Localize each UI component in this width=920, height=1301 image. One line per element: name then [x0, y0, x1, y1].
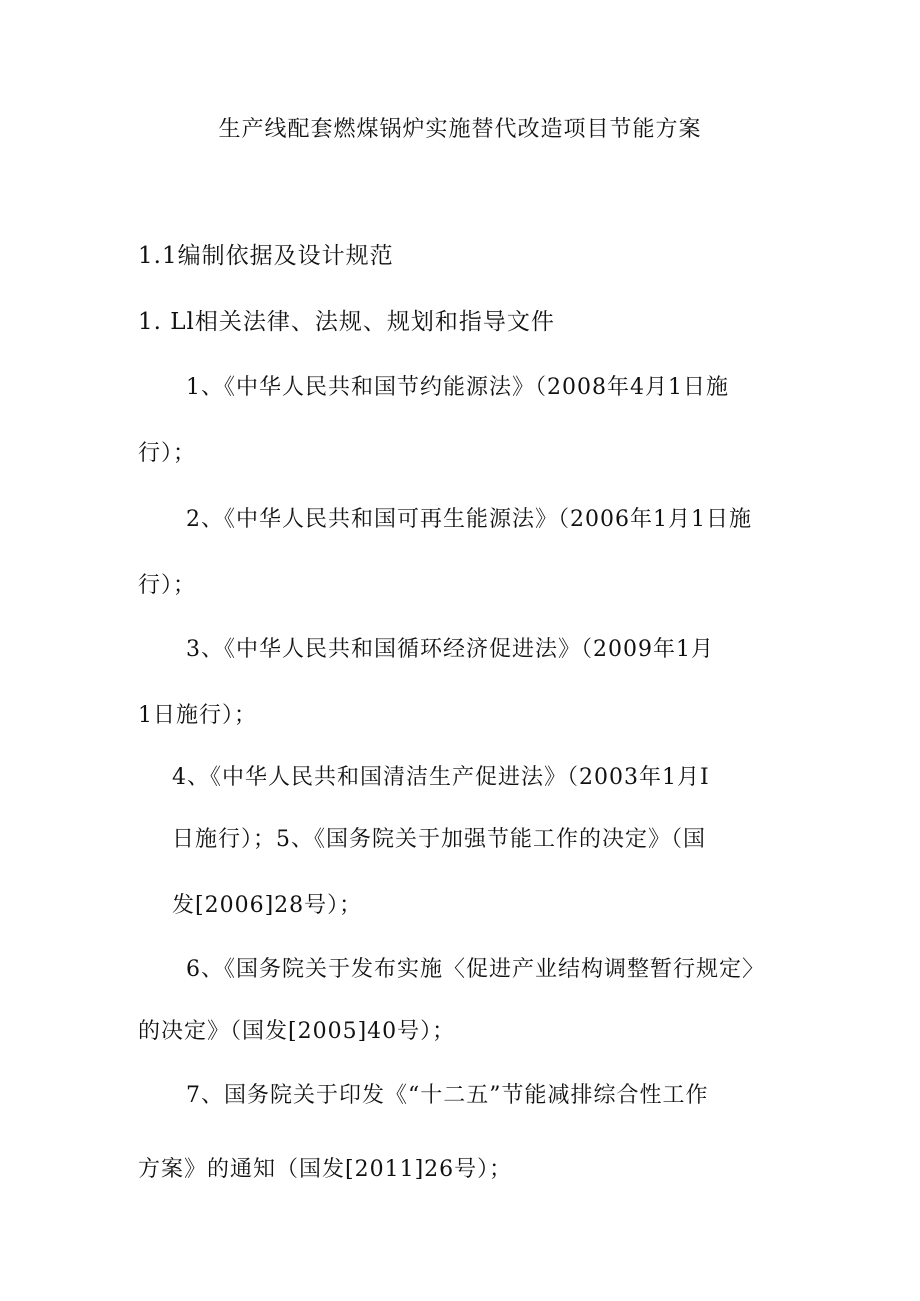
list-item-1-line-2: 行）；	[138, 441, 197, 466]
list-item-6-line-1: 6、《国务院关于发布实施〈促进产业结构调整暂行规定〉	[186, 957, 765, 982]
list-item-2-line-2: 行）；	[138, 573, 197, 598]
list-item-3-line-2: 1日施行）；	[138, 703, 257, 728]
list-item-7-line-2: 方案》的通知（国发[2011]26号）；	[138, 1157, 513, 1182]
list-item-4-line-1: 4、《中华人民共和国清洁生产促进法》（2003年1月I	[172, 765, 710, 790]
section-heading-1-1: 1.1编制依据及设计规范	[138, 243, 394, 269]
list-item-4-5-line: 日施行）；5、《国务院关于加强节能工作的决定》（国	[172, 827, 706, 852]
list-item-1-line-1: 1、《中华人民共和国节约能源法》（2008年4月1日施	[186, 375, 729, 400]
list-item-2-line-1: 2、《中华人民共和国可再生能源法》（2006年1月1日施	[186, 507, 752, 532]
list-item-5-line-2: 发[2006]28号）；	[172, 893, 363, 918]
section-heading-1-1-1: 1. Ll相关法律、法规、规划和指导文件	[138, 309, 555, 335]
list-item-3-line-1: 3、《中华人民共和国循环经济促进法》（2009年1月	[186, 637, 714, 662]
list-item-7-line-1: 7、国务院关于印发《“十二五”节能减排综合性工作	[186, 1083, 709, 1108]
list-item-6-line-2: 的决定》（国发[2005]40号）；	[138, 1019, 456, 1044]
document-title: 生产线配套燃煤锅炉实施替代改造项目节能方案	[218, 117, 702, 142]
